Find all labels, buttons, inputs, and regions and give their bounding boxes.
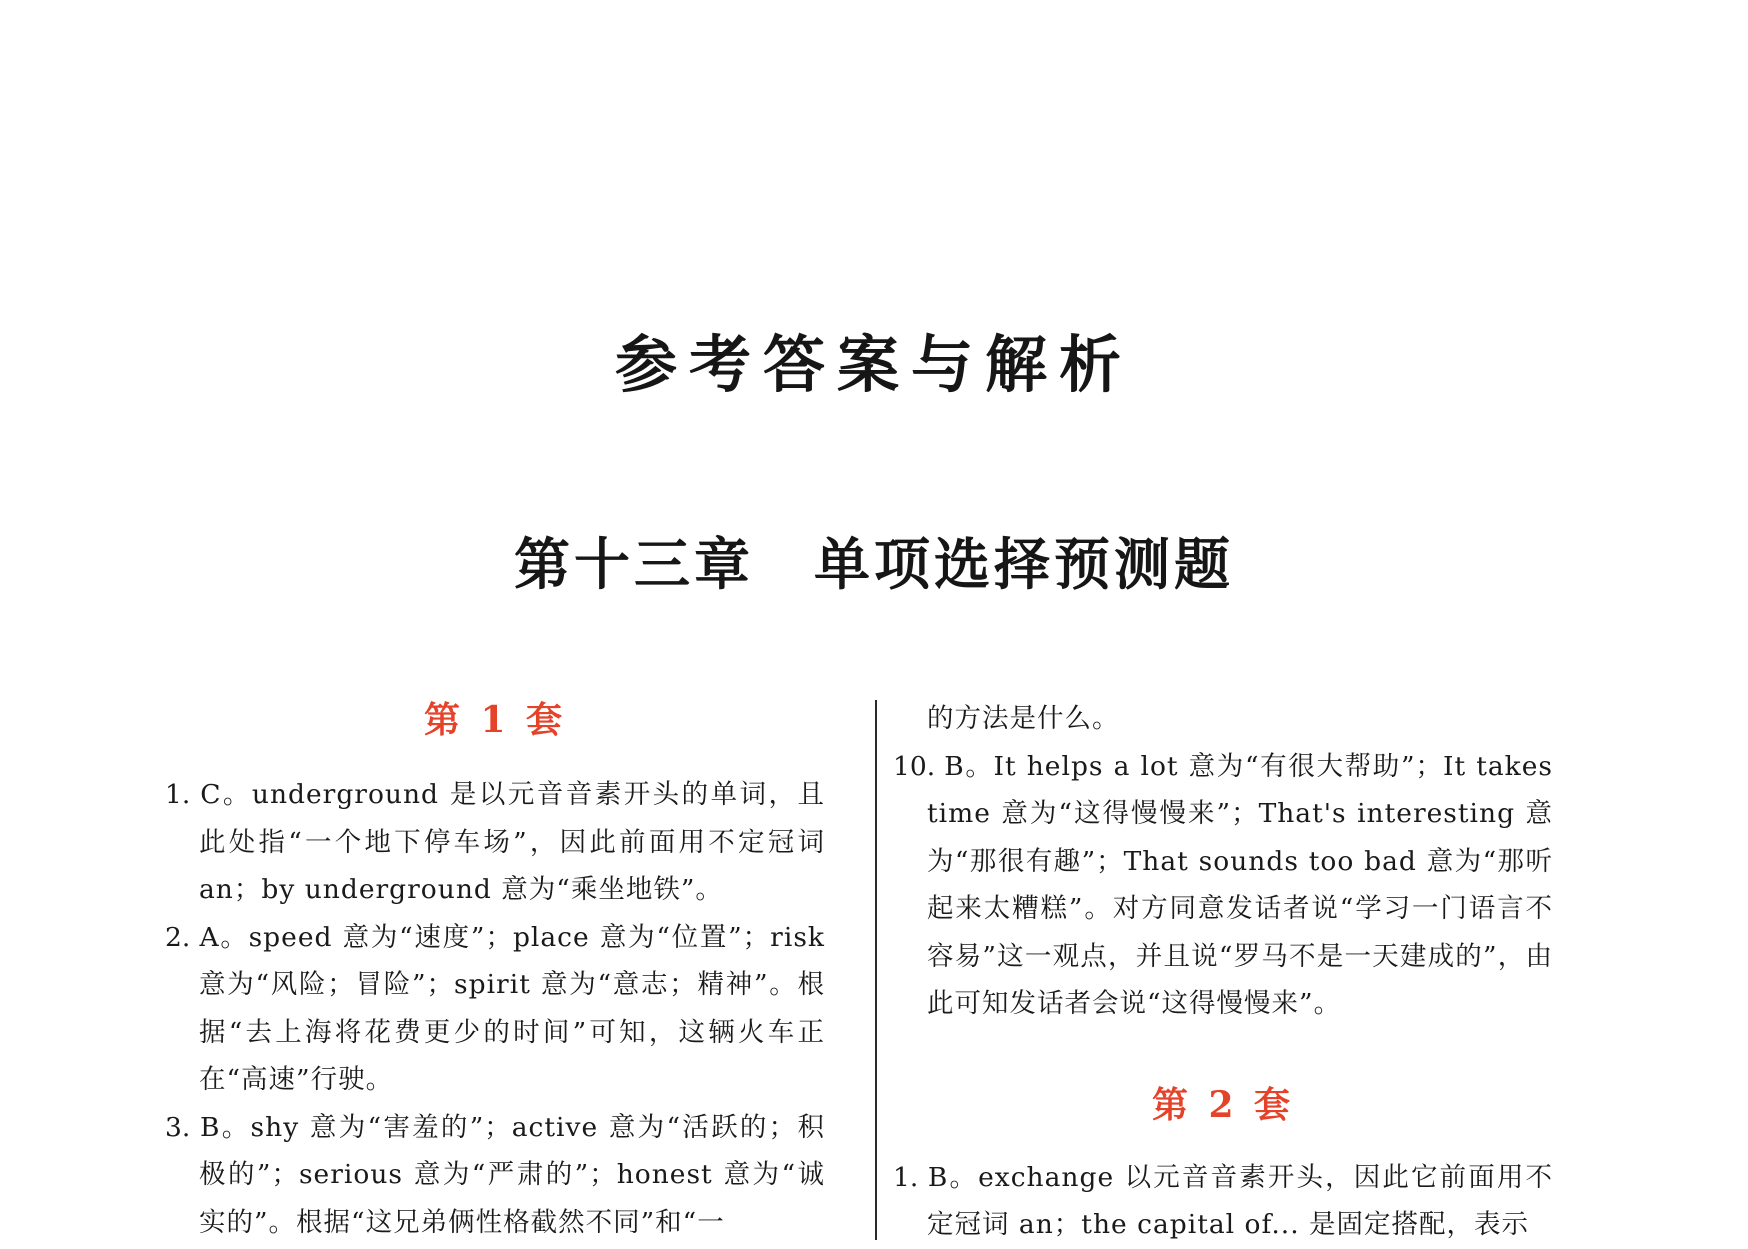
answer-number: 1.: [165, 779, 201, 810]
set-heading-2: 第 2 套: [1151, 1083, 1295, 1126]
answer-text: B。shy 意为“害羞的”；active 意为“活跃的；积极的”；serious 意为“严肃的”；honest 意为“诚实的”。根据“这兄弟俩性格截然不同”和“一: [199, 1111, 825, 1238]
answer-text: B。exchange 以元音音素开头，因此它前面用不定冠词 an；the capital of... 是固定搭配，表示: [927, 1161, 1553, 1240]
chapter-name: 单项选择预测题: [814, 532, 1234, 598]
set-heading-1: 第 1 套: [423, 699, 567, 741]
answer-item: [165, 914, 825, 1104]
answer-text: C。underground 是以元音音素开头的单词，且此处指“一个地下停车场”，因此前面用不定冠词 an；by underground 意为“乘坐地铁”。: [199, 779, 825, 905]
answer-number: 10.: [893, 750, 945, 782]
answer-number: 1.: [893, 1161, 928, 1193]
right-column: [893, 695, 1553, 1249]
answer-item: [893, 743, 1553, 1028]
page-title: 参考答案与解析: [614, 328, 1133, 401]
chapter-title: [0, 530, 1748, 600]
answer-number: 2.: [165, 921, 200, 953]
answer-text: A。speed 意为“速度”；place 意为“位置”；risk 意为“风险；冒险”；spirit 意为“意志；精神”。根据“去上海将花费更少的时间”可知，这辆火车正在“高速”行驶。: [199, 921, 825, 1095]
continued-text: 的方法是什么。: [927, 703, 1120, 734]
answer-number: 3.: [165, 1111, 200, 1143]
chapter-number: 第十三章: [514, 532, 754, 598]
answer-text: B。It helps a lot 意为“有很大帮助”；It takes time 意为“这得慢慢来”；That's interesting 意为“那很有趣”；That sounds too bad 意为“那听起来太糟糕”。对方同意发话者说“学习一门语言不容易”这一观点，并且说“罗马不是一天建成的”，由此可知发话者会说“这得慢慢来”。: [927, 750, 1553, 1019]
answer-item: [165, 1104, 825, 1247]
answer-item: [893, 1154, 1553, 1249]
answer-item: [165, 771, 825, 914]
left-column: [165, 695, 825, 1246]
column-divider: [875, 700, 877, 1240]
